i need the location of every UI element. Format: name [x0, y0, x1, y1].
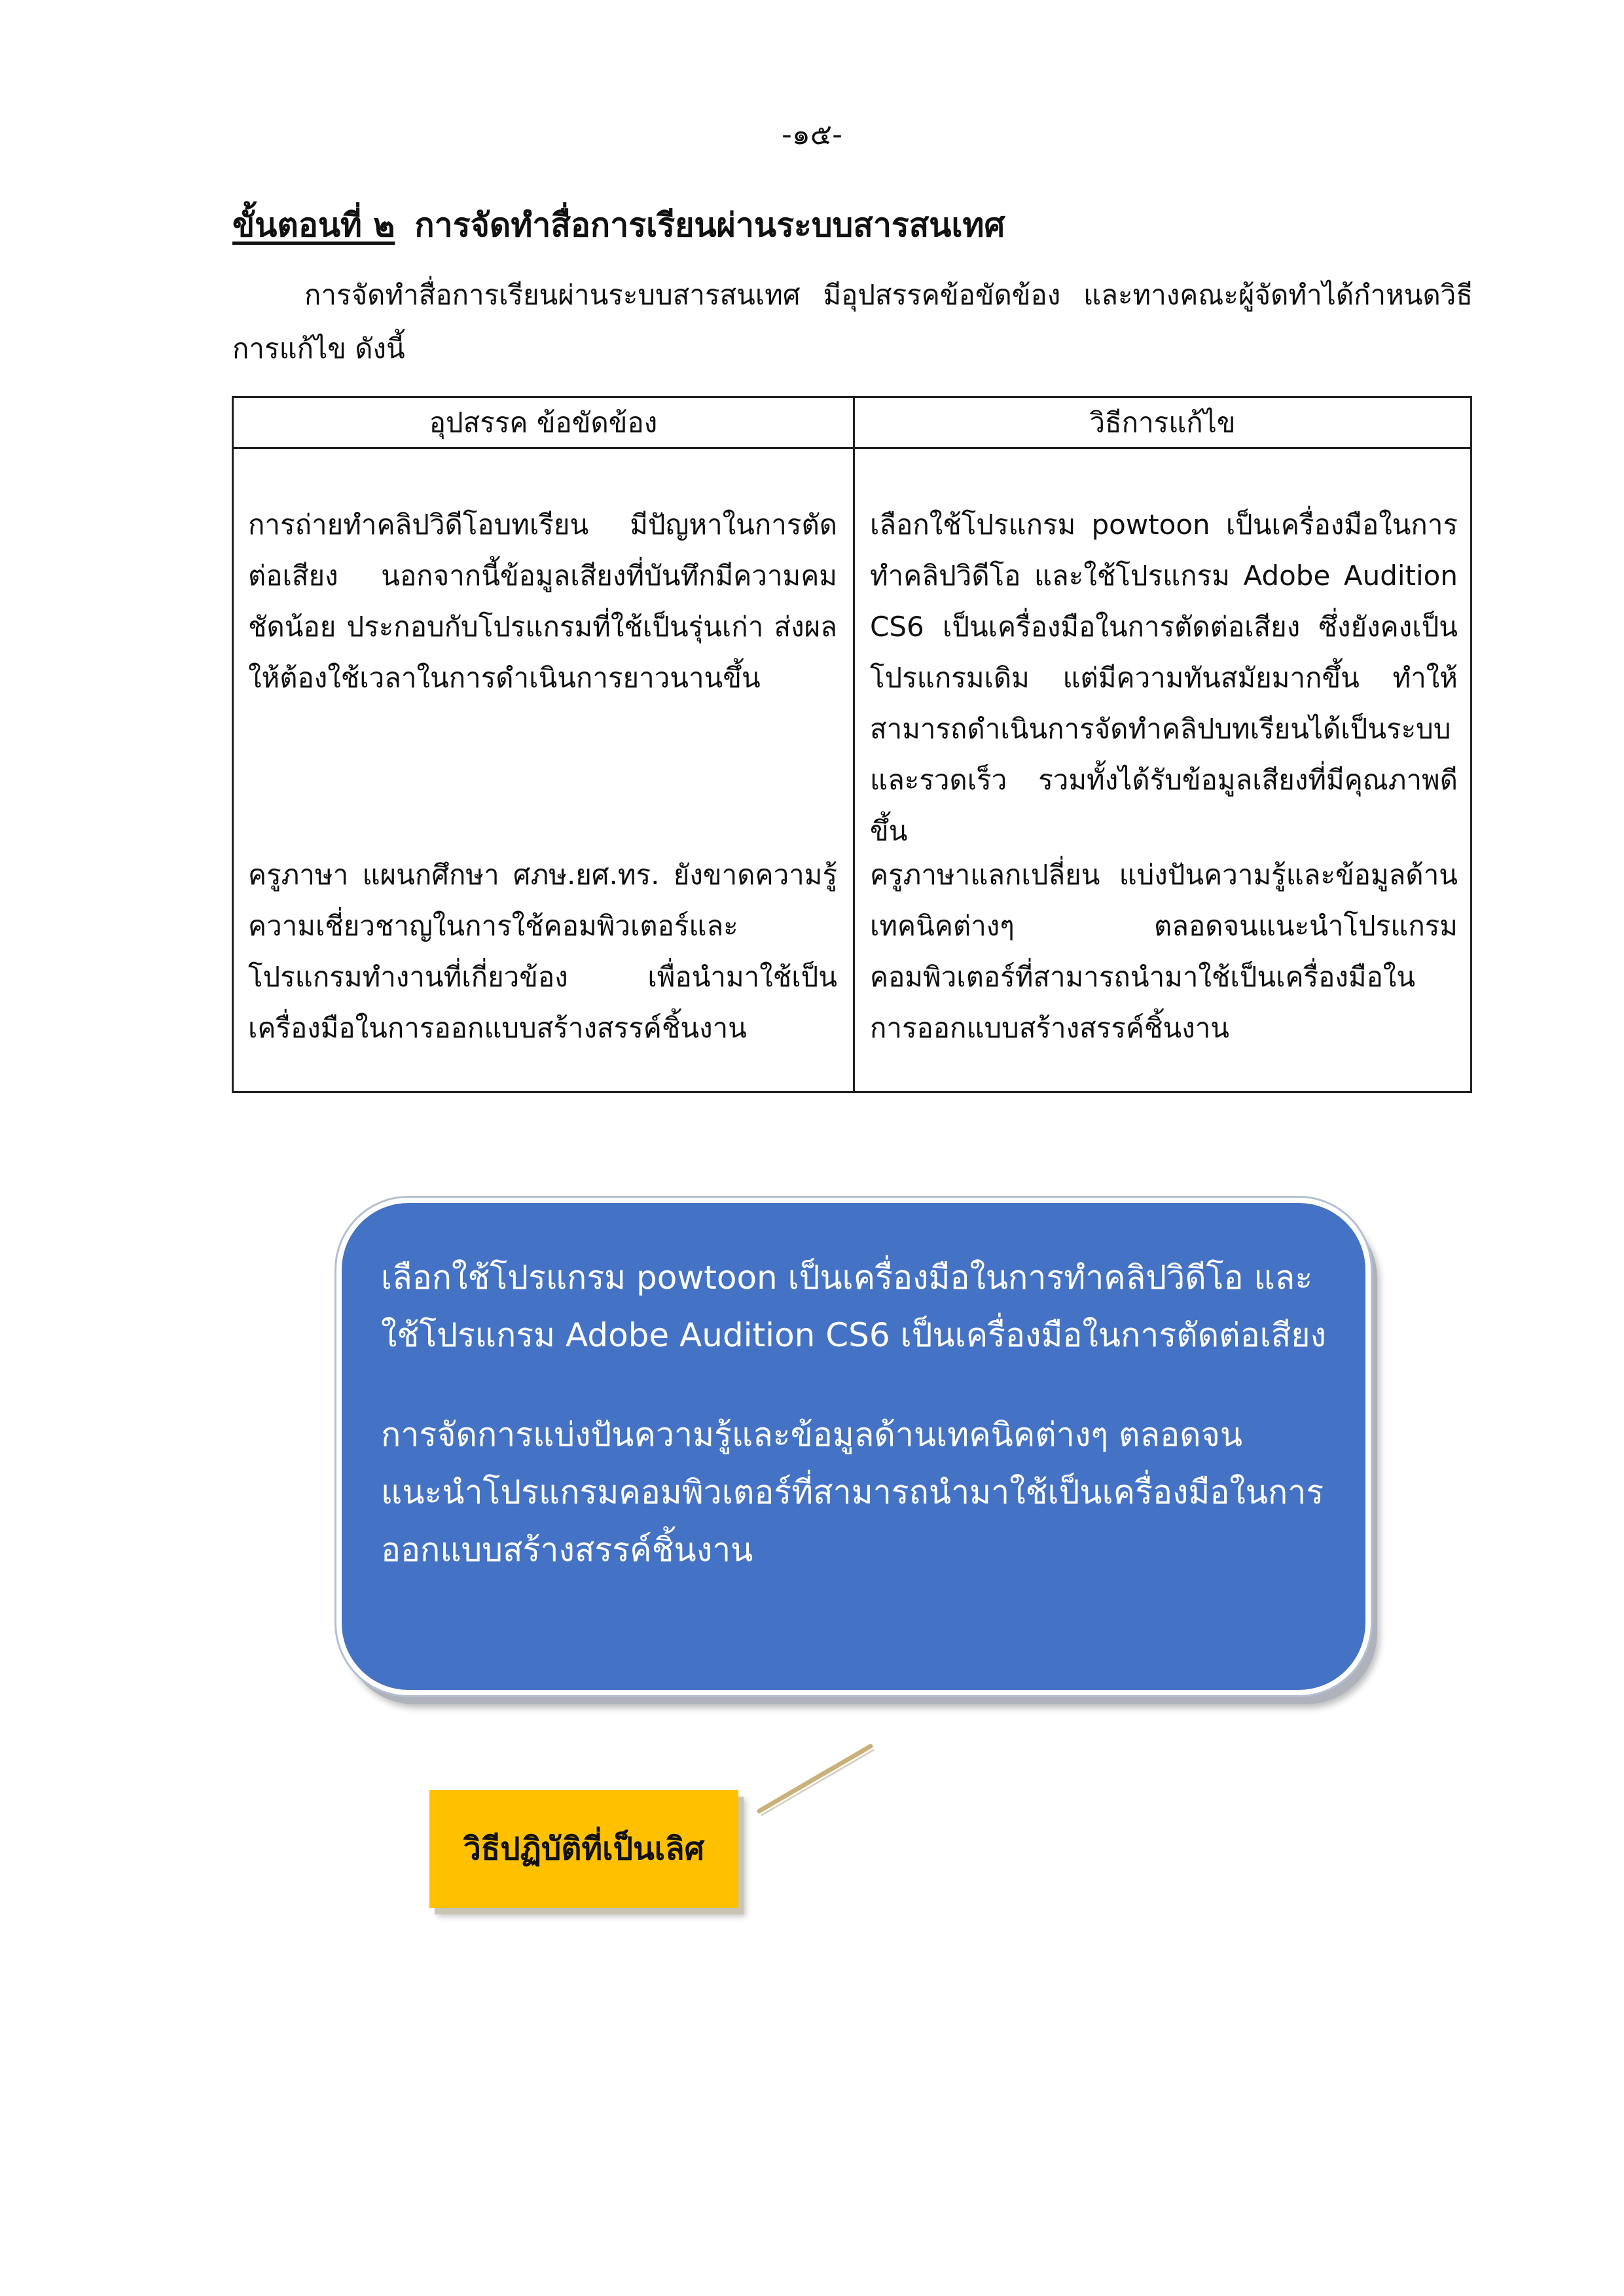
page-number: -๑๕-	[782, 118, 842, 151]
table-column-divider	[853, 398, 855, 1091]
row-2-obstacle: ครูภาษา แผนกศึกษา ศภษ.ยศ.ทร. ยังขาดความรู้ความเชี่ยวชาญในการใช้คอมพิวเตอร์และโปรแกรมทำงานที่เกี่ยวข้อง เพื่อนำมาใช้เป็นเครื่องมือในการออกแบบสร้างสรรค์ชิ้นงาน	[248, 859, 837, 1044]
row-1-solution: เลือกใช้โปรแกรม powtoon เป็นเครื่องมือในการทำคลิปวิดีโอ และใช้โปรแกรม Adobe Audition CS6 เป็นเครื่องมือในการตัดต่อเสียง ซึ่งยังคงเป็นโปรแกรมเดิม แต่มีความทันสมัยมากขึ้น ทำให้สามารถดำเนินการจัดทำคลิปบทเรียนได้เป็นระบบและรวดเร็ว รวมทั้งได้รับข้อมูลเสียงที่มีคุณภาพดีขึ้น	[870, 509, 1458, 847]
header-solution: วิธีการแก้ไข	[1089, 406, 1236, 439]
step-label: ขั้นตอนที่ ๒	[232, 206, 395, 244]
header-obstacle: อุปสรรค ข้อขัดข้อง	[429, 406, 658, 439]
step-heading	[232, 200, 1005, 251]
callout-paragraph-2: การจัดการแบ่งปันความรู้และข้อมูลด้านเทคนิคต่างๆ ตลอดจนแนะนำโปรแกรมคอมพิวเตอร์ที่สามารถนำมาใช้เป็นเครื่องมือในการออกแบบสร้างสรรค์ชิ้นงาน	[381, 1416, 1324, 1569]
row-1-obstacle: การถ่ายทำคลิปวิดีโอบทเรียน มีปัญหาในการตัดต่อเสียง นอกจากนี้ข้อมูลเสียงที่บันทึกมีความคมชัดน้อย ประกอบกับโปรแกรมที่ใช้เป็นรุ่นเก่า ส่งผลให้ต้องใช้เวลาในการดำเนินการยาวนานขึ้น	[248, 509, 837, 694]
intro-paragraph: การจัดทำสื่อการเรียนผ่านระบบสารสนเทศ มีอุปสรรคข้อขัดข้อง และทางคณะผู้จัดทำได้กำหนดวิธีการแก้ไข ดังนี้	[232, 279, 1473, 365]
callout-paragraph-1: เลือกใช้โปรแกรม powtoon เป็นเครื่องมือในการทำคลิปวิดีโอ และใช้โปรแกรม Adobe Audition CS6 เป็นเครื่องมือในการตัดต่อเสียง	[381, 1259, 1326, 1354]
best-practice-label: วิธีปฏิบัติที่เป็นเลิศ	[463, 1831, 705, 1867]
table-header-row	[234, 398, 1470, 449]
step-title: การจัดทำสื่อการเรียนผ่านระบบสารสนเทศ	[414, 206, 1005, 244]
best-practice-label-box	[429, 1790, 738, 1908]
connector-line-graphic	[753, 1742, 884, 1821]
summary-callout	[336, 1198, 1371, 1695]
row-2-solution: ครูภาษาแลกเปลี่ยน แบ่งปันความรู้และข้อมูลด้านเทคนิคต่างๆ ตลอดจนแนะนำโปรแกรมคอมพิวเตอร์ที่สามารถนำมาใช้เป็นเครื่องมือในการออกแบบสร้างสรรค์ชิ้นงาน	[870, 859, 1458, 1044]
obstacles-solutions-table	[232, 396, 1472, 1093]
